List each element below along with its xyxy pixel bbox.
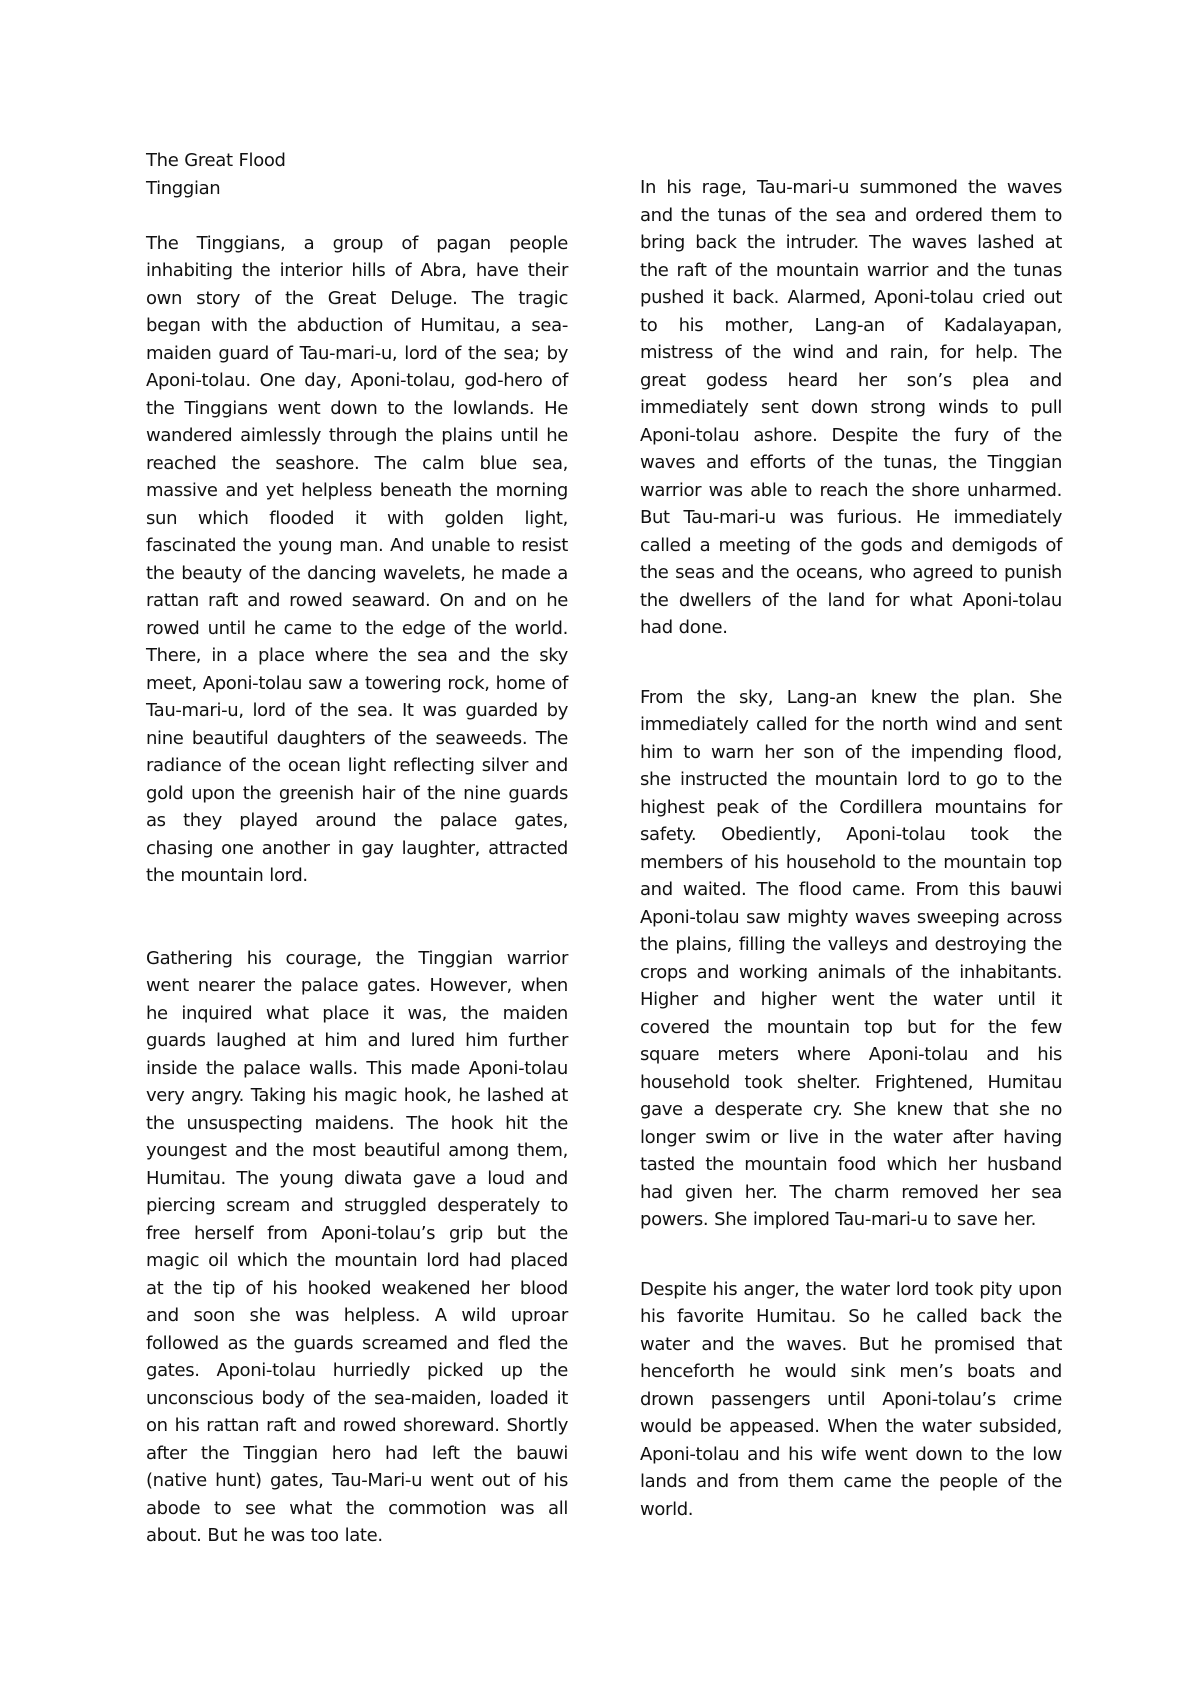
paragraph-5: Despite his anger, the water lord took pity upon his favorite Humitau. So he called back the water and the waves. But he promised that henceforth he would sink men’s boats and drown passengers until Aponi-tolau’s crime would be appeased. When the water subsided, Aponi-tolau and his wife went down to the low lands and from them came the people of the world. xyxy=(640,1278,1062,1520)
paragraph-1: The Tinggians, a group of pagan people inhabiting the interior hills of Abra, have their own story of the Great Deluge. The tragic began with the abduction of Humitau, a sea-maiden guard of Tau-mari-u, lord of the sea; by Aponi-tolau. One day, Aponi-tolau, god-hero of the Tinggians went down to the lowlands. He wandered aimlessly through the plains until he reached the seashore. The calm blue sea, massive and yet helpless beneath the morning sun which flooded it with golden light, fascinated the young man. And unable to resist the beauty of the dancing wavelets, he made a rattan raft and rowed seaward. On and on he rowed until he came to the edge of the world. There, in a place where the sea and the sky meet, Aponi-tolau saw a towering rock, home of Tau-mari-u, lord of the sea. It was guarded by nine beautiful daughters of the seaweeds. The radiance of the ocean light reflecting silver and gold upon the greenish hair of the nine guards as they played around the palace gates, chasing one another in gay laughter, attracted the mountain lord. xyxy=(146,232,568,886)
left-column xyxy=(146,147,568,1550)
paragraph-3: In his rage, Tau-mari-u summoned the waves and the tunas of the sea and ordered them to bring back the intruder. The waves lashed at the raft of the mountain warrior and the tunas pushed it back. Alarmed, Aponi-tolau cried out to his mother, Lang-an of Kadalayapan, mistress of the wind and rain, for help. The great godess heard her son’s plea and immediately sent down strong winds to pull Aponi-tolau ashore. Despite the fury of the waves and efforts of the tunas, the Tinggian warrior was able to reach the shore unharmed. But Tau-mari-u was furious. He immediately called a meeting of the gods and demigods of the seas and the oceans, who agreed to punish the dwellers of the land for what Aponi-tolau had done. xyxy=(640,177,1062,638)
right-column xyxy=(640,174,1062,1523)
paragraph-4: From the sky, Lang-an knew the plan. She immediately called for the north wind and sent him to warn her son of the impending flood, she instructed the mountain lord to go to the highest peak of the Cordillera mountains for safety. Obediently, Aponi-tolau took the members of his household to the mountain top and waited. The flood came. From this bauwi Aponi-tolau saw mighty waves sweeping across the plains, filling the valleys and destroying the crops and working animals of the inhabitants. Higher and higher went the water until it covered the mountain top but for the few square meters where Aponi-tolau and his household took shelter. Frightened, Humitau gave a desperate cry. She knew that she no longer swim or live in the water after having tasted the mountain food which her husband had given her. The charm removed her sea powers. She implored Tau-mari-u to save her. xyxy=(640,686,1062,1230)
paragraph-2: Gathering his courage, the Tinggian warrior went nearer the palace gates. However, when he inquired what place it was, the maiden guards laughed at him and lured him further inside the palace walls. This made Aponi-tolau very angry. Taking his magic hook, he lashed at the unsuspecting maidens. The hook hit the youngest and the most beautiful among them, Humitau. The young diwata gave a loud and piercing scream and struggled desperately to free herself from Aponi-tolau’s grip but the magic oil which the mountain lord had placed at the tip of his hooked weakened her blood and soon she was helpless. A wild uproar followed as the guards screamed and fled the gates. Aponi-tolau hurriedly picked up the unconscious body of the sea-maiden, loaded it on his rattan raft and rowed shoreward. Shortly after the Tinggian hero had left the bauwi (native hunt) gates, Tau-Mari-u went out of his abode to see what the commotion was all about. But he was too late. xyxy=(146,947,568,1546)
document-title: The Great Flood xyxy=(146,150,286,171)
document-subtitle: Tinggian xyxy=(146,177,221,199)
